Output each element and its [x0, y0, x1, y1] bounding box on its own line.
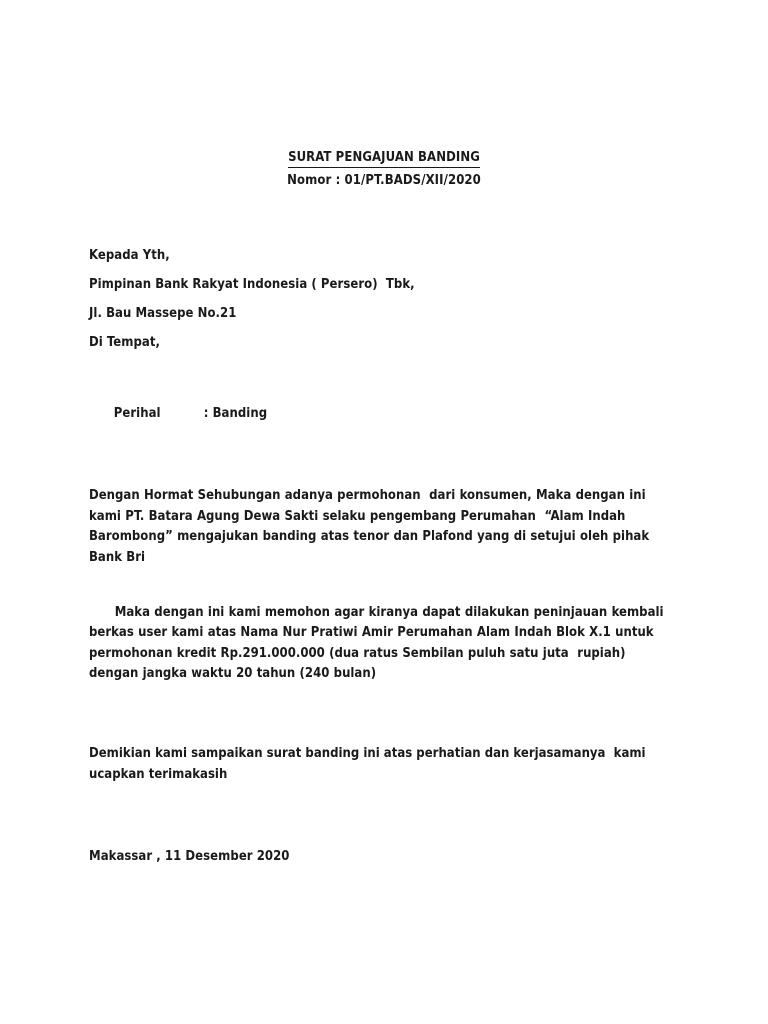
place-and-date: Makassar , 11 Desember 2020	[89, 849, 290, 864]
recipient-line-street: Jl. Bau Massepe No.21	[89, 306, 237, 321]
subject-separator: :	[203, 406, 213, 421]
page-title: SURAT PENGAJUAN BANDING	[288, 150, 480, 168]
paragraph-second-text-after: untuk permohonan kredit Rp.291.000.000 (dua ratus Sembilan puluh satu juta rupiah) dengan jangka waktu 20 tahun (240 bulan)	[89, 625, 658, 681]
document-body	[89, 241, 679, 868]
closing-paragraph: Demikian kami sampaikan surat banding ini atas perhatian dan kerjasamanya kami ucapkan terimakasih	[89, 746, 650, 782]
recipient-line-salutation: Kepada Yth,	[89, 248, 170, 263]
subject-label: Perihal	[113, 406, 161, 421]
document-number: Nomor : 01/PT.BADS/XII/2020	[287, 172, 481, 188]
document-heading	[0, 150, 768, 189]
applicant-name-emphasis: Nama Nur Pratiwi Amir Perumahan Alam Indah Blok X.1	[240, 625, 611, 640]
recipient-line-institution: Pimpinan Bank Rakyat Indonesia ( Persero) Tbk,	[89, 277, 415, 292]
subject-row	[89, 388, 679, 439]
body-paragraph-first: Dengan Hormat Sehubungan adanya permohonan dari konsumen, Maka dengan ini kami PT. Batara Agung Dewa Sakti selaku pengembang Perumahan “Alam Indah Barombong” mengajukan banding atas tenor dan Plafond yang di setujui oleh pihak Bank Bri	[89, 488, 654, 565]
paragraph-second-text-before: Maka dengan ini kami memohon agar kiranya dapat dilakukan peninjauan kembali berkas user kami atas	[89, 604, 668, 640]
subject-value: Banding	[212, 406, 268, 421]
recipient-line-place: Di Tempat,	[89, 335, 160, 350]
body-paragraph-second	[89, 582, 679, 705]
